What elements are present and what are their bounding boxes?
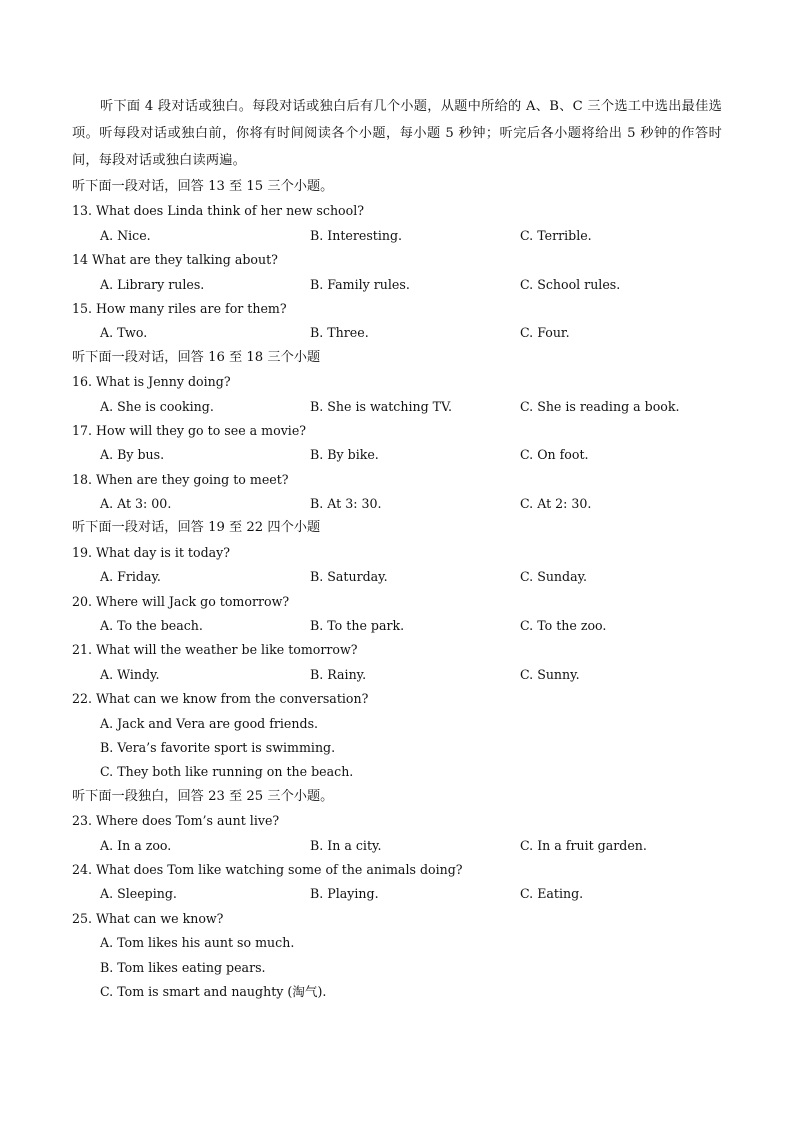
option-c: C. Sunday. <box>520 569 588 585</box>
option-a: A. To the beach. <box>100 618 203 634</box>
question-20-options <box>72 614 722 638</box>
option-b: B. Three. <box>310 325 369 341</box>
question-18-stem: 18. When are they going to meet? <box>72 471 289 487</box>
option-b: B. At 3: 30. <box>310 496 382 512</box>
question-23-options <box>72 834 722 858</box>
option-c: C. Four. <box>520 325 570 341</box>
option-b: B. To the park. <box>310 618 405 634</box>
option-b: B. Tom likes eating pears. <box>100 959 266 975</box>
question-list <box>72 175 722 1004</box>
option-c: C. School rules. <box>520 276 621 292</box>
option-a: A. By bus. <box>100 447 165 463</box>
option-c: C. In a fruit garden. <box>520 837 647 853</box>
question-19-options <box>72 565 722 589</box>
option-c: C. Terrible. <box>520 227 592 243</box>
question-15-stem: 15. How many riles are for them? <box>72 300 287 316</box>
option-b: B. In a city. <box>310 837 382 853</box>
section-heading-2: 听下面一段对话，回答 16 至 18 三个小题 <box>72 349 321 365</box>
option-c: C. She is reading a book. <box>520 398 680 414</box>
question-17-stem: 17. How will they go to see a movie? <box>72 422 307 438</box>
question-13-stem: 13. What does Linda think of her new school? <box>72 203 364 219</box>
option-b: B. Family rules. <box>310 276 410 292</box>
question-14-options <box>72 273 722 297</box>
option-b: B. Vera’s favorite sport is swimming. <box>100 739 336 755</box>
option-a: A. She is cooking. <box>100 398 214 414</box>
question-23-stem: 23. Where does Tom’s aunt live? <box>72 813 280 829</box>
section-heading-3: 听下面一段对话，回答 19 至 22 四个小题 <box>72 520 321 536</box>
question-25-stem: 25. What can we know? <box>72 910 224 926</box>
listening-instructions: 听下面 4 段对话或独白。每段对话或独白后有几个小题，从题中所给的 A、B、C 三个选工中选出最佳选项。听每段对话或独白前，你将有时间阅读各个小题，每小题 5 秒钟；听完后各小题将给出 5 秒钟的作答时间，每段对话或独白读两遍。 <box>72 99 722 168</box>
option-b: B. Rainy. <box>310 666 367 682</box>
option-a: A. Two. <box>100 325 148 341</box>
question-15-options <box>72 321 722 345</box>
question-16-options <box>72 395 722 419</box>
option-a: A. Windy. <box>100 666 160 682</box>
option-b: B. Interesting. <box>310 227 403 243</box>
option-c: C. Sunny. <box>520 666 580 682</box>
option-a: A. Tom likes his aunt so much. <box>100 935 295 951</box>
question-16-stem: 16. What is Jenny doing? <box>72 374 231 390</box>
question-20-stem: 20. Where will Jack go tomorrow? <box>72 593 290 609</box>
option-b: B. Saturday. <box>310 569 388 585</box>
option-c: C. At 2: 30. <box>520 496 592 512</box>
question-17-options <box>72 443 722 467</box>
question-21-stem: 21. What will the weather be like tomorrow? <box>72 642 358 658</box>
option-c: C. Eating. <box>520 886 584 902</box>
option-a: A. In a zoo. <box>100 837 172 853</box>
section-heading-4: 听下面一段独白，回答 23 至 25 三个小题。 <box>72 788 334 804</box>
option-a: A. Library rules. <box>100 276 205 292</box>
option-c: C. On foot. <box>520 447 589 463</box>
question-13-options <box>72 224 722 248</box>
option-a: A. Nice. <box>100 227 151 243</box>
question-24-options <box>72 882 722 906</box>
option-b: B. By bike. <box>310 447 379 463</box>
section-heading-1: 听下面一段对话，回答 13 至 15 三个小题。 <box>72 179 334 194</box>
question-14-stem: 14 What are they talking about? <box>72 252 278 268</box>
option-c: C. They both like running on the beach. <box>100 764 354 780</box>
question-19-stem: 19. What day is it today? <box>72 544 231 560</box>
option-c: C. To the zoo. <box>520 618 607 634</box>
option-c: C. Tom is smart and naughty (淘气). <box>100 983 327 999</box>
question-22-stem: 22. What can we know from the conversation? <box>72 691 369 707</box>
option-a: A. Sleeping. <box>100 886 177 902</box>
option-a: A. Friday. <box>100 569 161 585</box>
question-24-stem: 24. What does Tom like watching some of the animals doing? <box>72 861 463 877</box>
question-18-options <box>72 492 722 516</box>
option-b: B. She is watching TV. <box>310 398 452 414</box>
option-b: B. Playing. <box>310 886 379 902</box>
option-a: A. Jack and Vera are good friends. <box>100 715 319 731</box>
question-21-options <box>72 663 722 687</box>
option-a: A. At 3: 00. <box>100 496 172 512</box>
